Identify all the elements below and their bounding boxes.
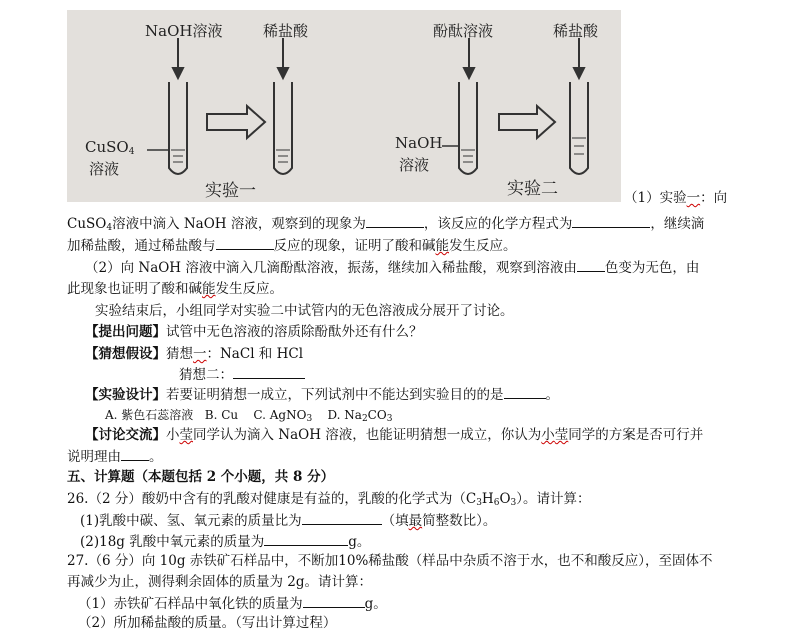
solution-label: NaOH bbox=[395, 134, 443, 152]
question-27-1: （1）赤铁矿石样品中氧化铁的质量为 g。 bbox=[78, 596, 387, 612]
hypothesis-two: 猜想二： bbox=[179, 365, 305, 384]
answer-blank[interactable] bbox=[366, 214, 424, 228]
question-26: 26.（2 分）酸奶中含有的乳酸对健康是有益的，乳酸的化学式为$(C_3H_6O_3)$。请计算： bbox=[67, 491, 591, 508]
reagent-label: 酚酞溶液 bbox=[433, 22, 494, 40]
solution-label: 溶液 bbox=[399, 156, 430, 174]
question-26-1: (1)乳酸中碳、氢、氧元素的质量比为 （填最简整数比）。 bbox=[80, 513, 497, 529]
option-a[interactable]: A. 紫色石蕊溶液 bbox=[105, 408, 194, 422]
arrow-head-icon bbox=[278, 68, 288, 78]
question-27: 27.（6 分）向 10g 赤铁矿石样品中，不断加10%稀盐酸（样品中杂质不溶于水，也不和酸反应），至固体不 bbox=[67, 553, 713, 569]
answer-blank[interactable] bbox=[302, 511, 382, 525]
question-prompt: 【提出问题】试管中无色溶液的溶质除酚酞外还有什么？ bbox=[85, 324, 423, 340]
experiment-figure bbox=[67, 10, 621, 202]
answer-blank[interactable] bbox=[121, 447, 149, 461]
design-options bbox=[105, 406, 392, 428]
figure-caption: 实验二 bbox=[507, 179, 558, 199]
q2-line1: （2）向 NaOH 溶液中滴入几滴酚酞溶液，振荡，继续加入稀盐酸，观察到溶液由 色变为无色，由 bbox=[85, 260, 700, 276]
test-tube-icon bbox=[459, 82, 477, 174]
discussion-exchange-line2: 说明理由 。 bbox=[67, 449, 163, 465]
question-27-2: （2）所加稀盐酸的质量。（写出计算过程） bbox=[78, 615, 337, 631]
option-c[interactable]: C. AgNO$_3$ bbox=[253, 408, 313, 424]
solution-label: CuSO$_4$ bbox=[85, 138, 135, 157]
answer-blank[interactable] bbox=[577, 258, 605, 272]
option-b[interactable]: B. Cu bbox=[204, 408, 239, 422]
discussion-exchange: 【讨论交流】小莹同学认为滴入 NaOH 溶液，也能证明猜想一成立，你认为小莹同学的方案是否可行并 bbox=[85, 427, 704, 443]
answer-blank[interactable] bbox=[303, 594, 365, 608]
section-title: 五、计算题（本题包括 2 个小题，共 8 分） bbox=[67, 469, 335, 485]
question-26-2: (2)18g 乳酸中氧元素的质量为 g。 bbox=[80, 534, 371, 550]
figure-caption: 实验一 bbox=[205, 181, 256, 201]
discussion-intro: 实验结束后，小组同学对实验二中试管内的无色溶液成分展开了讨论。 bbox=[95, 303, 514, 319]
q1-line3: 加稀盐酸，通过稀盐酸与 反应的现象，证明了酸和碱能发生反应。 bbox=[67, 238, 517, 254]
test-tube-icon bbox=[570, 82, 588, 174]
hollow-arrow-icon bbox=[207, 106, 265, 138]
experiment-design: 【实验设计】若要证明猜想一成立，下列试剂中不能达到实验目的的是 。 bbox=[85, 387, 559, 403]
answer-blank[interactable] bbox=[233, 365, 305, 379]
answer-blank[interactable] bbox=[264, 532, 348, 546]
solution-label: 溶液 bbox=[89, 160, 120, 178]
q2-line2: 此现象也证明了酸和碱能发生反应。 bbox=[67, 281, 283, 297]
test-tube-icon bbox=[169, 82, 187, 174]
answer-blank[interactable] bbox=[504, 385, 546, 399]
answer-blank[interactable] bbox=[572, 214, 650, 228]
q1-line2: CuSO$_4$溶液中滴入 NaOH 溶液，观察到的现象为 ，该反应的化学方程式为 ，继续滴 bbox=[67, 216, 705, 233]
q1-prefix: （1）实验一：向 bbox=[624, 190, 728, 206]
reagent-label: 稀盐酸 bbox=[263, 22, 309, 40]
option-d[interactable]: D. $Na_2CO_3$ bbox=[327, 408, 393, 424]
arrow-head-icon bbox=[173, 68, 183, 78]
reagent-label: NaOH溶液 bbox=[145, 22, 223, 40]
reagent-label: 稀盐酸 bbox=[553, 22, 599, 40]
test-tube-icon bbox=[274, 82, 292, 174]
answer-blank[interactable] bbox=[216, 236, 274, 250]
question-27-line2: 再减少为止，测得剩余固体的质量为 2g。请计算： bbox=[67, 574, 373, 590]
hypothesis-one: 【猜想假设】猜想一：NaCl 和 HCl bbox=[85, 346, 304, 362]
